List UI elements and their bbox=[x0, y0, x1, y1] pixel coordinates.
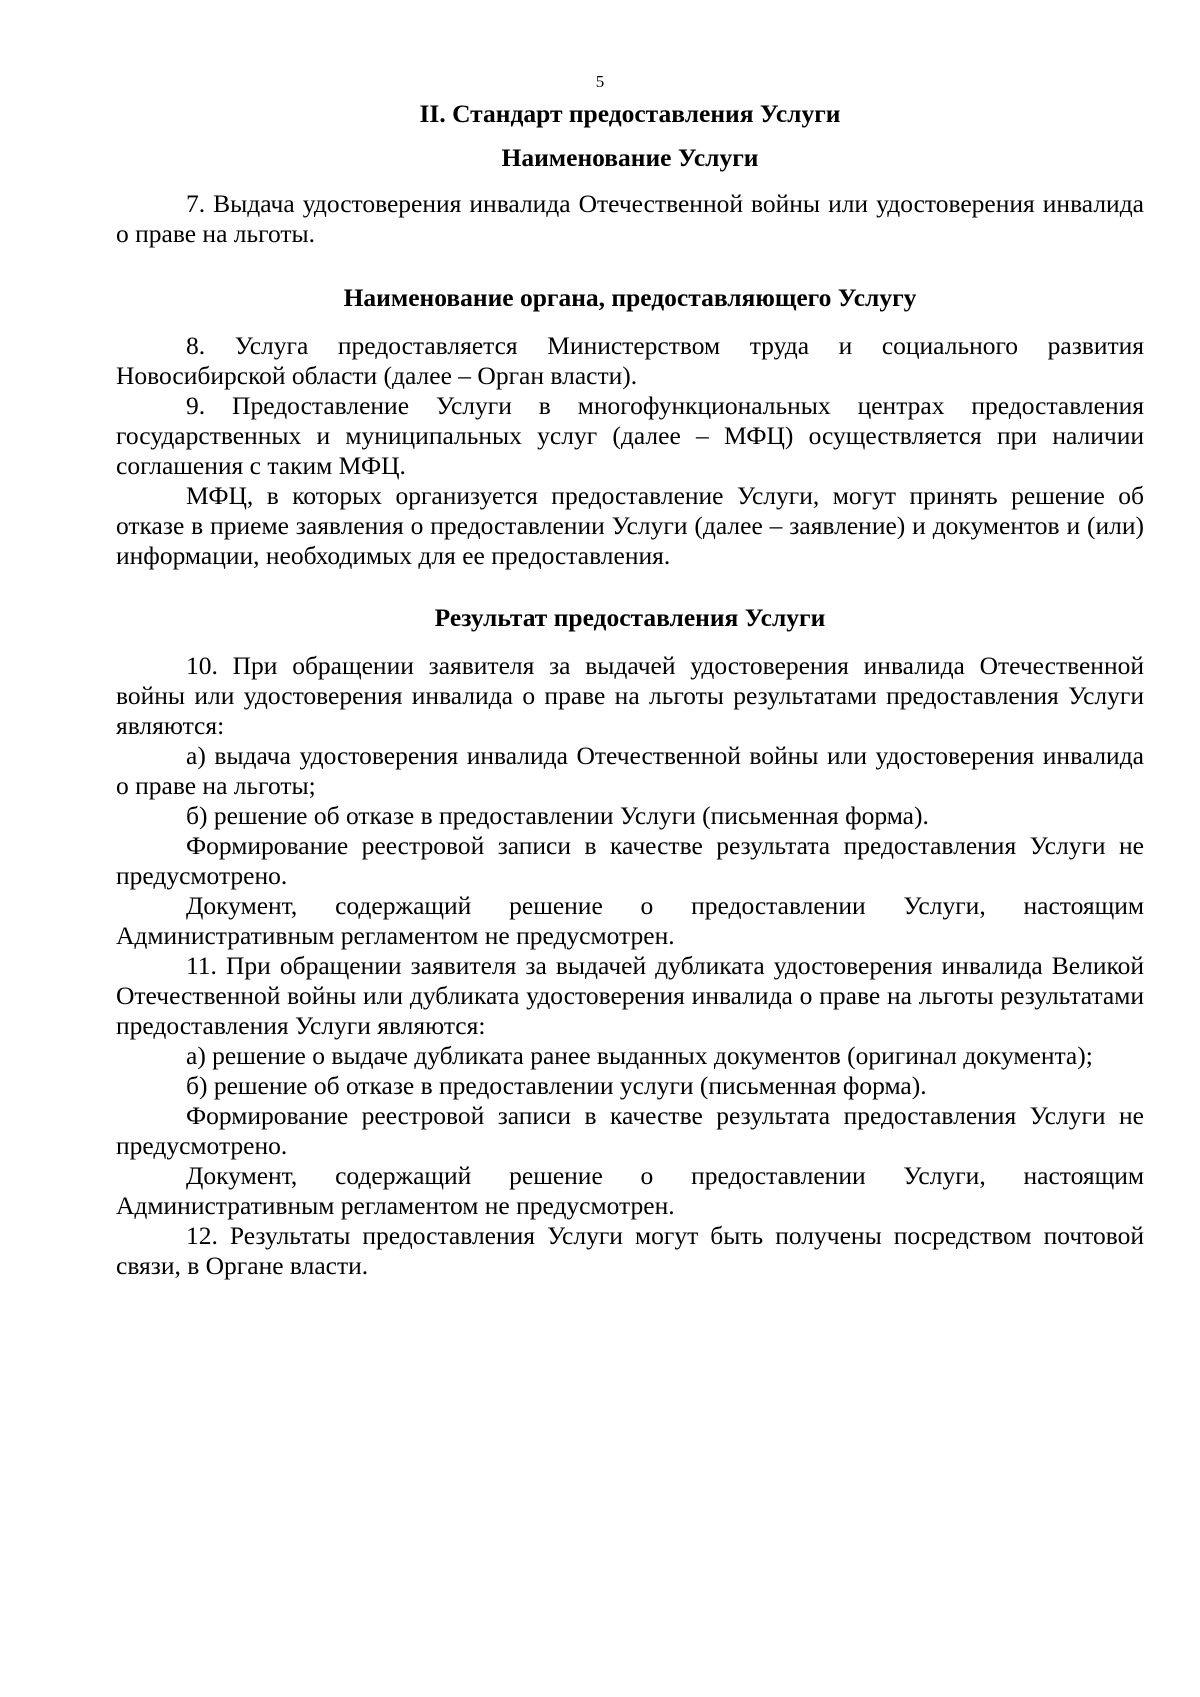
paragraph-9-continuation: МФЦ, в которых организуется предоставление Услуги, могут принять решение об отказе в приеме заявления о предоставлении Услуги (далее – заявление) и документов и (или) информации, необходимых для ее предоставления. bbox=[116, 481, 1144, 570]
paragraph-11-d: Документ, содержащий решение о предоставлении Услуги, настоящим Административным регламентом не предусмотрен. bbox=[116, 1161, 1144, 1220]
result-heading: Результат предоставления Услуги bbox=[434, 603, 826, 632]
paragraph-9: 9. Предоставление Услуги в многофункциональных центрах предоставления государственных и муниципальных услуг (далее – МФЦ) осуществляется при наличии соглашения с таким МФЦ. bbox=[116, 391, 1144, 480]
service-name-heading: Наименование Услуги bbox=[501, 143, 759, 172]
paragraph-7: 7. Выдача удостоверения инвалида Отечественной войны или удостоверения инвалида о праве на льготы. bbox=[116, 189, 1144, 248]
page-content bbox=[116, 99, 1144, 1281]
paragraph-11-a: а) решение о выдаче дубликата ранее выданных документов (оригинал документа); bbox=[186, 1041, 1093, 1070]
paragraph-10-a: а) выдача удостоверения инвалида Отечественной войны или удостоверения инвалида о праве на льготы; bbox=[116, 741, 1144, 800]
authority-heading: Наименование органа, предоставляющего Услугу bbox=[343, 283, 917, 312]
paragraph-11-b: б) решение об отказе в предоставлении услуги (письменная форма). bbox=[186, 1071, 927, 1100]
paragraph-10-c: Формирование реестровой записи в качестве результата предоставления Услуги не предусмотрено. bbox=[116, 831, 1144, 890]
page-number: 5 bbox=[595, 72, 605, 91]
paragraph-11: 11. При обращении заявителя за выдачей дубликата удостоверения инвалида Великой Отечественной войны или дубликата удостоверения инвалида о праве на льготы результатами предоставления Услуги являются: bbox=[116, 951, 1144, 1040]
paragraph-10-d: Документ, содержащий решение о предоставлении Услуги, настоящим Административным регламентом не предусмотрен. bbox=[116, 891, 1144, 950]
paragraph-8: 8. Услуга предоставляется Министерством труда и социального развития Новосибирской области (далее – Орган власти). bbox=[116, 331, 1144, 390]
paragraph-10: 10. При обращении заявителя за выдачей удостоверения инвалида Отечественной войны или удостоверения инвалида о праве на льготы результатами предоставления Услуги являются: bbox=[116, 651, 1144, 740]
paragraph-12: 12. Результаты предоставления Услуги могут быть получены посредством почтовой связи, в Органе власти. bbox=[116, 1221, 1144, 1280]
paragraph-10-b: б) решение об отказе в предоставлении Услуги (письменная форма). bbox=[186, 801, 929, 830]
section-title: II. Стандарт предоставления Услуги bbox=[419, 99, 841, 128]
paragraph-11-c: Формирование реестровой записи в качестве результата предоставления Услуги не предусмотрено. bbox=[116, 1101, 1144, 1160]
